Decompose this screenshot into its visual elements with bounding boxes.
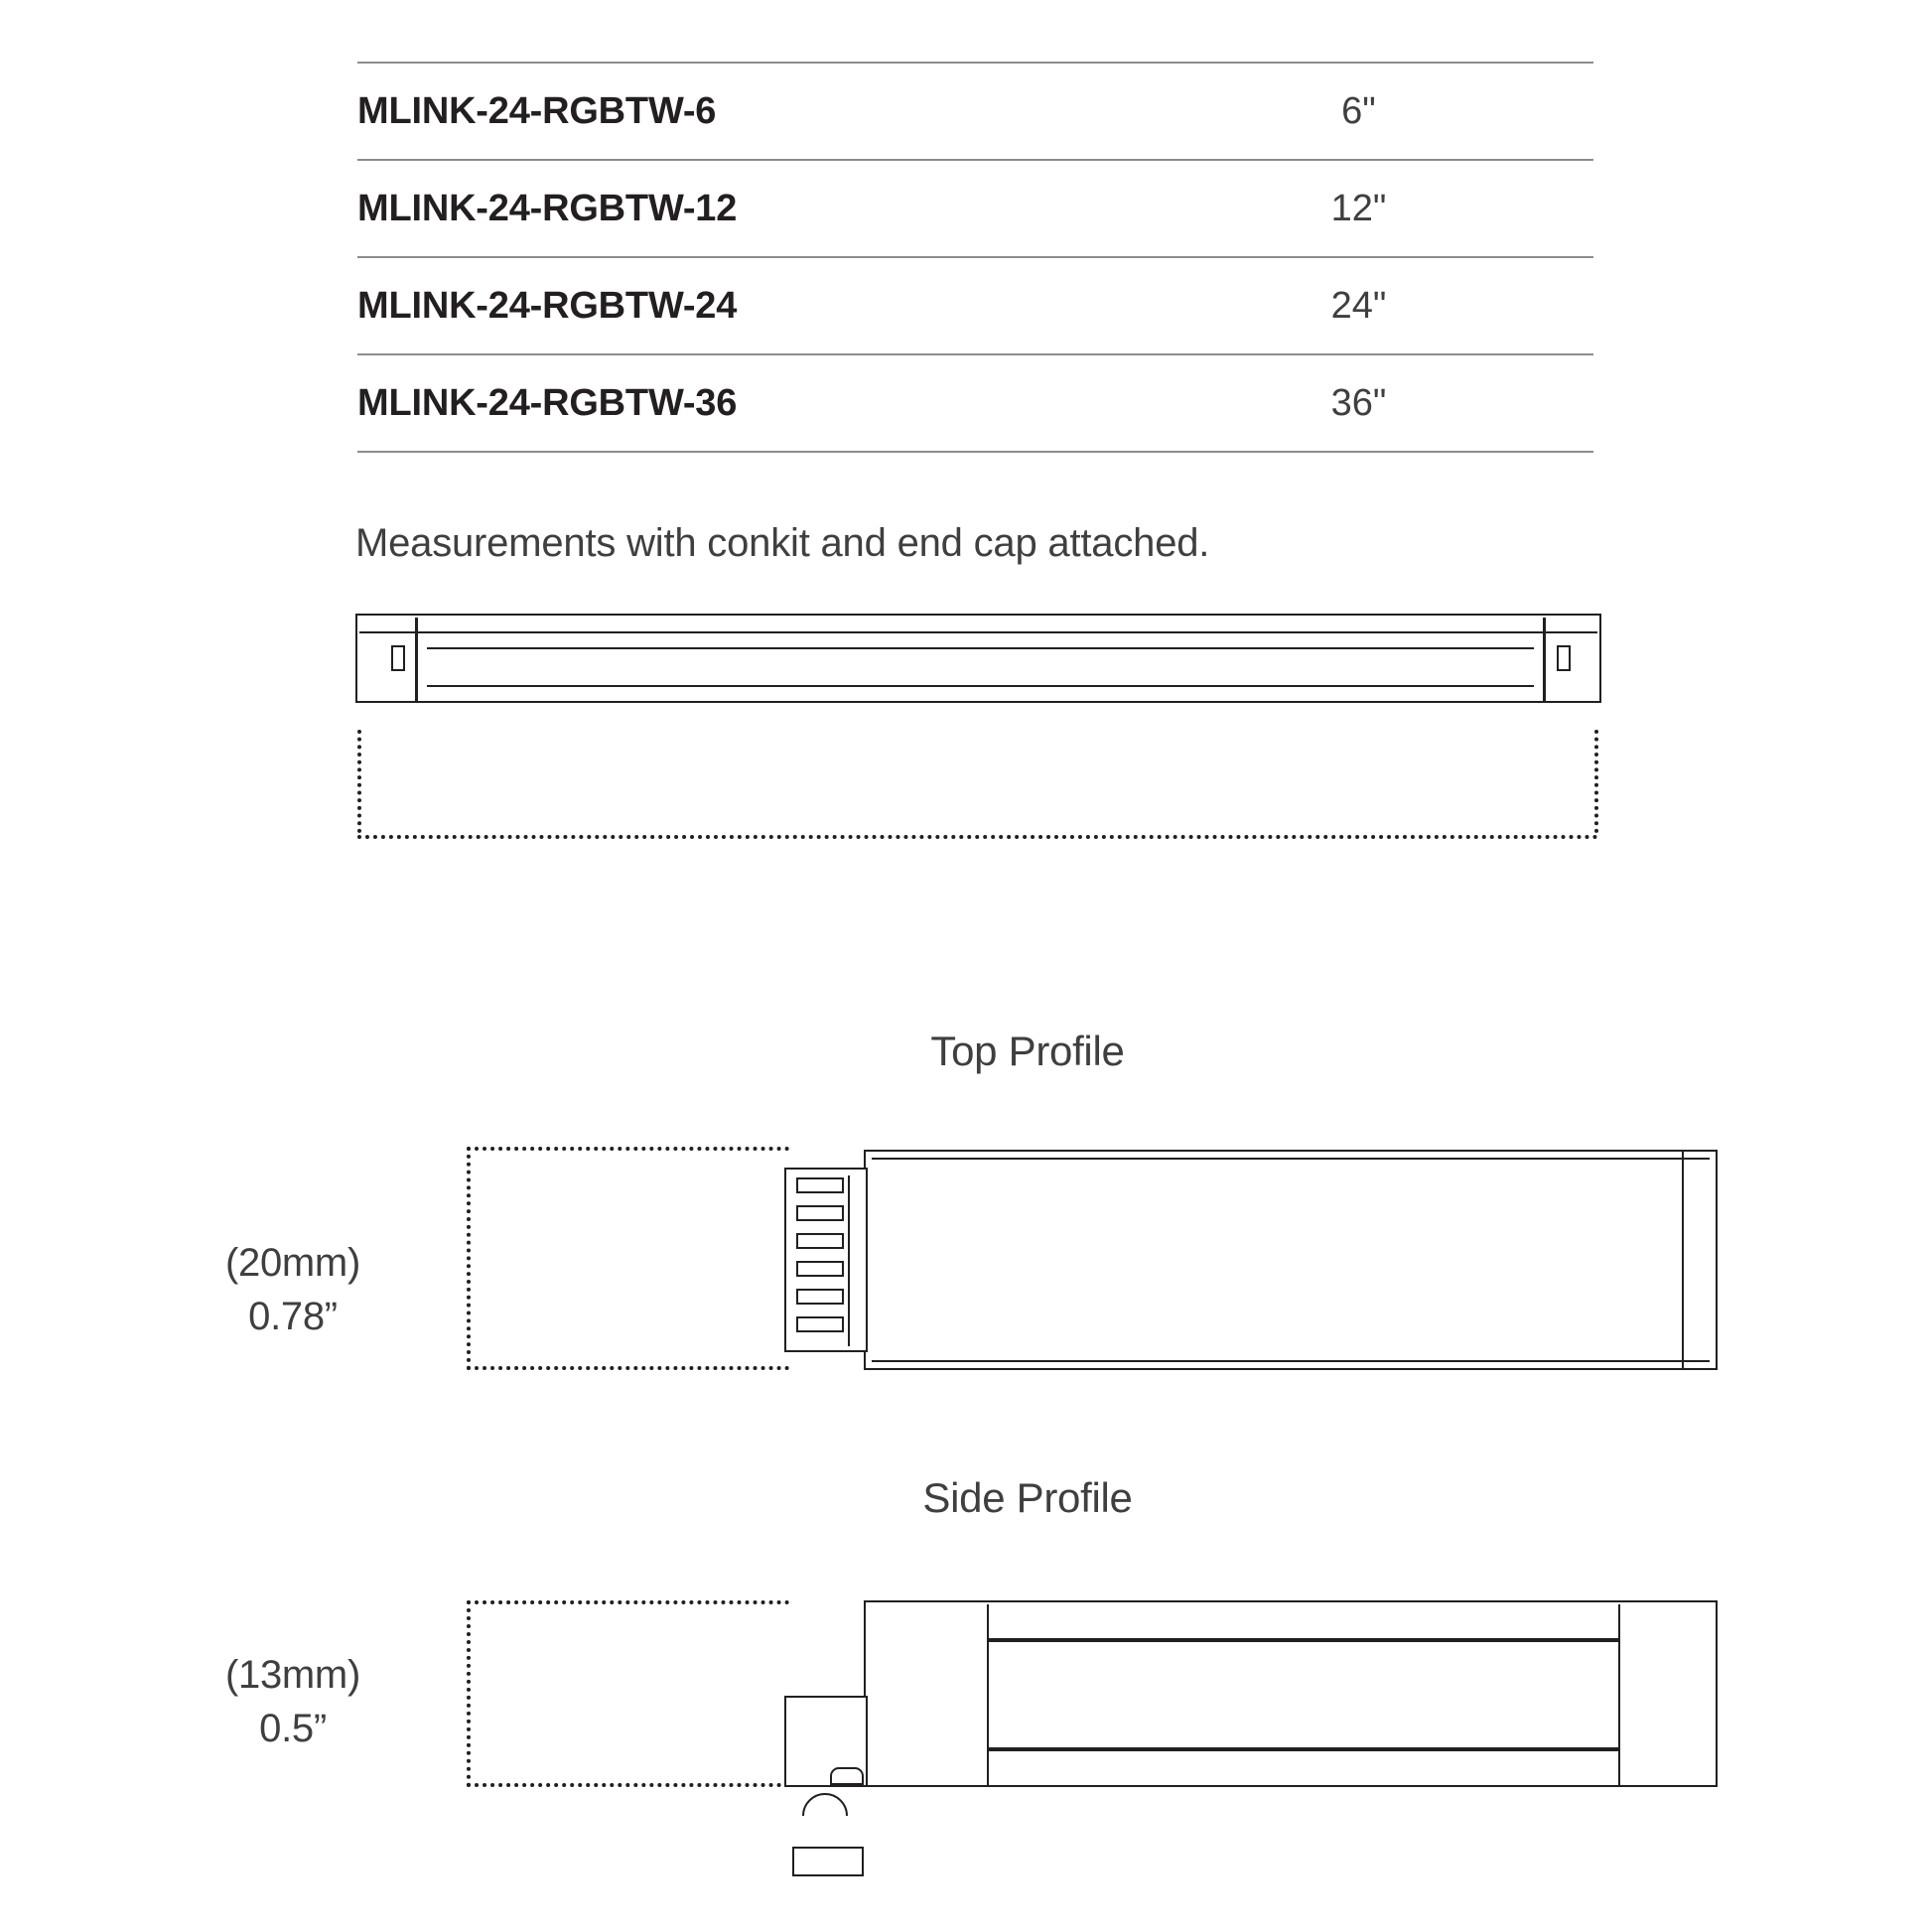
top-profile-dimension xyxy=(129,1236,457,1343)
length-cell: 12" xyxy=(1124,160,1593,257)
side-profile-dimension xyxy=(129,1648,457,1755)
dimension-extension-left xyxy=(357,730,361,833)
conkit-tab-right xyxy=(1557,645,1571,671)
side-profile-lens-top xyxy=(987,1638,1618,1642)
top-profile-inner-band xyxy=(872,1158,1710,1362)
side-dimension-in: 0.5” xyxy=(259,1707,327,1750)
top-profile-leader-box xyxy=(467,1147,789,1370)
top-profile-body xyxy=(864,1150,1718,1370)
side-profile-leader-box xyxy=(467,1600,789,1787)
dimension-extension-right xyxy=(1594,730,1598,833)
end-cap-right xyxy=(1543,618,1546,703)
top-profile-end-cap xyxy=(1682,1152,1684,1368)
conkit-pin xyxy=(796,1289,844,1305)
conkit-column xyxy=(848,1175,864,1346)
side-profile-lens-bottom xyxy=(987,1747,1618,1751)
conkit-pin xyxy=(796,1177,844,1193)
side-dimension-mm: (13mm) xyxy=(225,1653,360,1697)
conkit-tab-left xyxy=(391,645,405,671)
fixture-outline xyxy=(355,614,1601,703)
length-cell: 36" xyxy=(1124,354,1593,452)
table-row xyxy=(357,354,1593,452)
measurement-note: Measurements with conkit and end cap attached. xyxy=(355,521,1210,565)
side-profile-divider-right xyxy=(1618,1604,1620,1787)
end-cap-left xyxy=(415,618,418,703)
table-row xyxy=(357,63,1593,160)
conkit-base xyxy=(792,1847,864,1876)
table-row xyxy=(357,257,1593,354)
conkit-pin xyxy=(796,1205,844,1221)
fixture-top-bar xyxy=(359,618,1597,633)
fixture-lens-band xyxy=(427,647,1534,687)
side-profile-conkit xyxy=(784,1696,868,1787)
top-dimension-in: 0.78” xyxy=(248,1295,338,1338)
top-profile-title: Top Profile xyxy=(930,1028,1125,1074)
top-profile-conkit xyxy=(784,1168,868,1352)
conkit-tab xyxy=(830,1767,864,1785)
side-profile-drawing xyxy=(784,1600,1718,1787)
overall-length-dimension-guide xyxy=(357,730,1598,839)
front-elevation-drawing xyxy=(355,604,1601,713)
sku-cell: MLINK-24-RGBTW-12 xyxy=(357,160,1124,257)
conkit-arc xyxy=(802,1793,848,1839)
dimension-line xyxy=(357,835,1598,839)
conkit-pin xyxy=(796,1316,844,1332)
sku-cell: MLINK-24-RGBTW-6 xyxy=(357,63,1124,160)
top-dimension-mm: (20mm) xyxy=(225,1241,360,1285)
side-profile-title: Side Profile xyxy=(922,1474,1133,1521)
side-profile-divider-left xyxy=(987,1604,989,1787)
sku-length-table xyxy=(357,62,1593,453)
conkit-pin xyxy=(796,1261,844,1277)
conkit-pin xyxy=(796,1233,844,1249)
length-cell: 24" xyxy=(1124,257,1593,354)
table-row xyxy=(357,160,1593,257)
side-profile-body xyxy=(864,1600,1718,1787)
sku-cell: MLINK-24-RGBTW-24 xyxy=(357,257,1124,354)
length-cell: 6" xyxy=(1124,63,1593,160)
top-profile-drawing xyxy=(784,1150,1718,1370)
sku-cell: MLINK-24-RGBTW-36 xyxy=(357,354,1124,452)
